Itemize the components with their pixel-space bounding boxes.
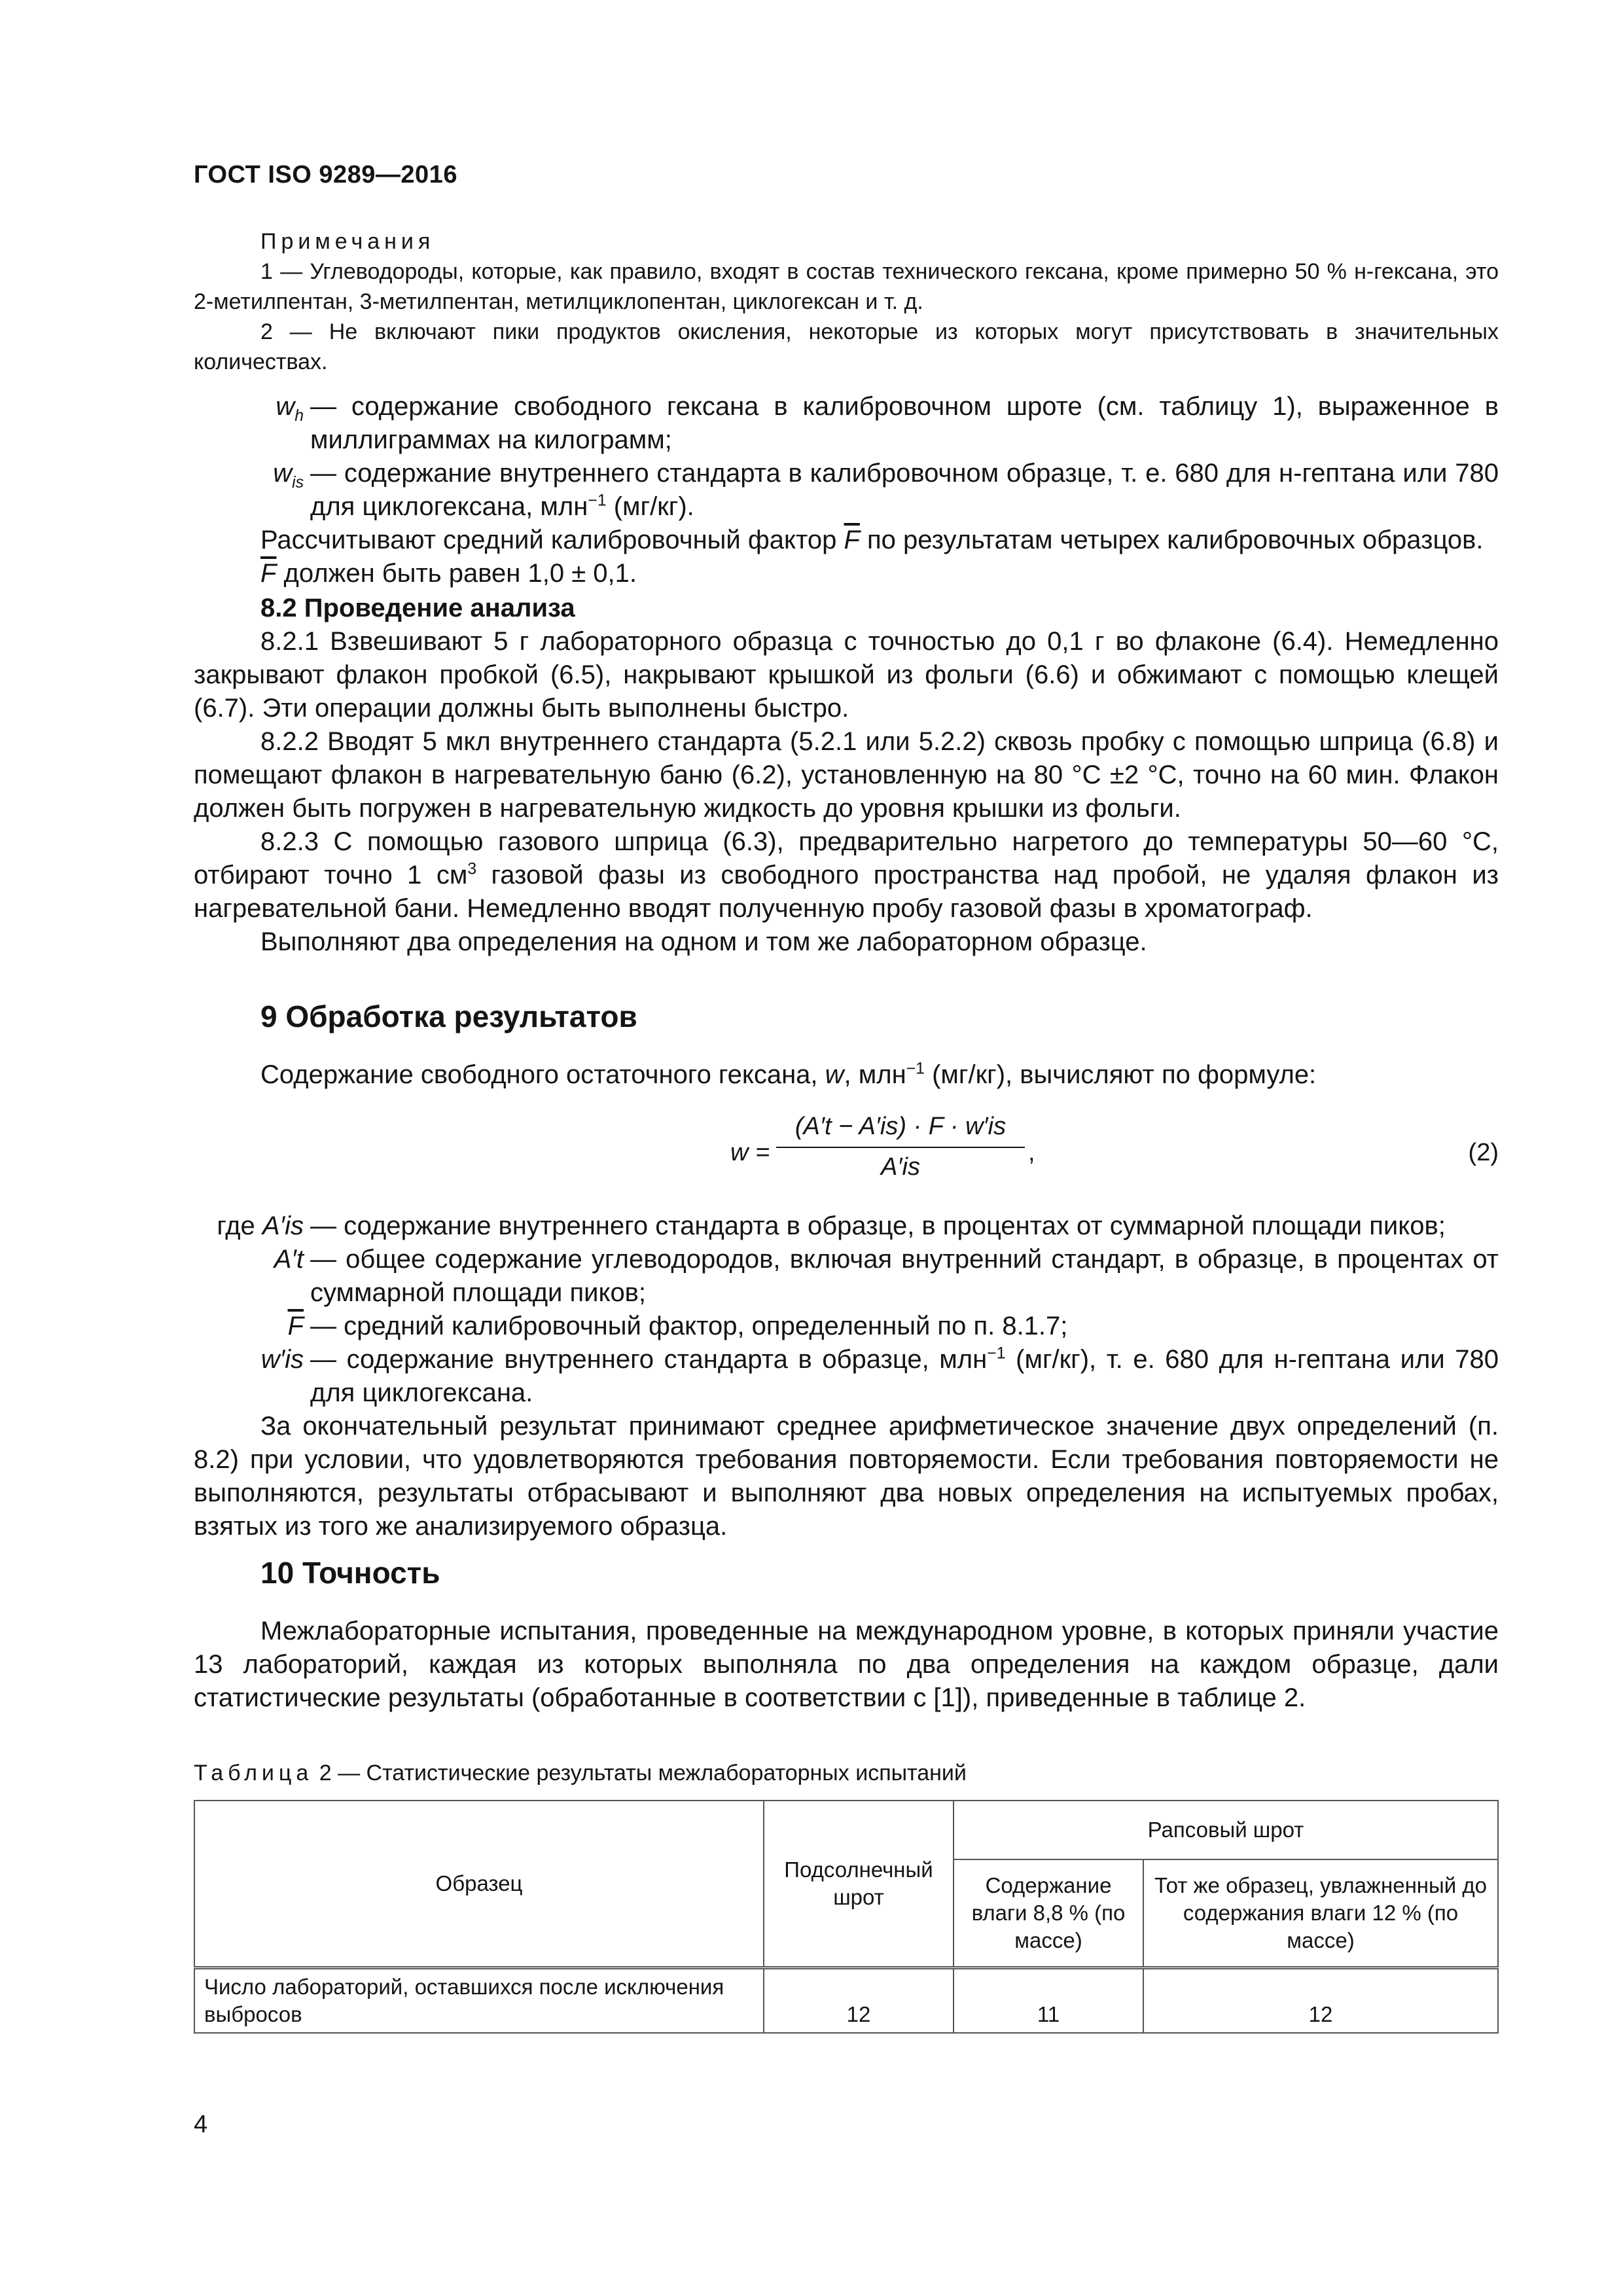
notes-title: Примечания [260,229,435,254]
header-moisture-12: Тот же образец, увлажненный до содержания влаги 12 % (по массе) [1143,1859,1498,1968]
table-2-caption: Таблица 2 — Статистические результаты межлабораторных испытаний [194,1761,967,1785]
section-9-title: 9 Обработка результатов [260,999,637,1033]
definition-text: — содержание внутреннего стандарта в образце, млн$^{-1}$ (мг/кг), т. е. 680 для н-гептана или 780 для циклогексана. [310,1344,1499,1407]
header-sunflower: Подсолнечный шрот [764,1801,954,1968]
para-8-2-2: 8.2.2 Вводят 5 мкл внутреннего стандарта (5.2.1 или 5.2.2) сквозь пробку с помощью шприца (6.8) и помещают флакон в нагревательную баню (6.2), установленную на 80 °С ±2 °С, точно на 60 мин. Флакон должен быть погружен в нагревательную жидкость до уровня крышки из фольги. [194,727,1499,823]
calc-paragraph: Рассчитывают средний калибровочный фактор $\overline{F}$ по результатам четырех калибровочных образцов. [260,526,1484,554]
formula-comma: , [1028,1139,1035,1166]
section-10-paragraph: Межлабораторные испытания, проведенные на международном уровне, в которых приняли участие 13 лабораторий, каждая из которых выполняла по два определения на каждом образце, дали статистические результаты (обработанные в соответствии с [1]), приведенные в таблице 2. [194,1617,1499,1712]
definition-F [194,1310,1499,1343]
definition-A-t [194,1243,1499,1310]
para-8-2-3: 8.2.3 С помощью газового шприца (6.3), предварительно нагретого до температуры 50—60 °С, отбирают точно 1 $см^3$ газовой фазы из свободного пространства над пробой, не удаляя флакон из нагревательной бани. Немедленно вводят полученную пробу газовой фазы в хроматограф. [194,827,1499,923]
document-header: ГОСТ ISO 9289—2016 [194,161,457,188]
definition-text: — средний калибровочный фактор, определенный по п. 8.1.7; [310,1312,1068,1340]
final-result-paragraph: За окончательный результат принимают среднее арифметическое значение двух определений (п. 8.2) при условии, что удовлетворяются требования повторяемости. Если требования повторяемости не выполняются, результаты отбрасывают и выполняют два новых определения на испытуемых пробах, взятых из того же анализируемого образца. [194,1412,1499,1541]
header-sample: Образец [194,1801,764,1968]
definitions-block-1 [194,390,1499,959]
note-1: 1 — Углеводороды, которые, как правило, входят в состав технического гексана, кроме примерно 50 % н-гексана, это 2-метилпентан, 3-метилпентан, метилциклопентан, циклогексан и т. д. [194,259,1499,314]
definition-wh [194,390,1499,457]
formula-2 [194,1113,1499,1204]
formula-numerator: (A′t − A′is) · F · w′is [794,1113,1007,1140]
section-9 [194,1000,1499,1092]
definition-text: — содержание внутреннего стандарта в образце, в процентах от суммарной площади пиков; [310,1211,1446,1240]
section-9-intro: Содержание свободного остаточного гексана, w, млн$^{-1}$ (мг/кг), вычисляют по формуле: [260,1060,1317,1089]
formula-lhs: w = [730,1139,770,1166]
definition-symbol: A′t [274,1245,304,1274]
row-label: Число лабораторий, оставшихся после исключения выбросов [194,1968,764,2034]
definition-A-is [194,1210,1499,1243]
definition-text: — содержание свободного гексана в калибровочном шроте (см. таблицу 1), выраженное в миллиграммах на килограмм; [310,392,1499,454]
fraction-bar [776,1147,1025,1148]
definition-symbol: $w_{is}$ [273,459,304,492]
table-2 [194,1800,1499,2034]
para-8-2-1: 8.2.1 Взвешивают 5 г лабораторного образца с точностью до 0,1 г во флаконе (6.4). Немедленно закрывают флакон пробкой (6.5), накрывают крышкой из фольги (6.6) и обжимают с помощью клещей (6.7). Эти операции должны быть выполнены быстро. [194,627,1499,723]
calc-condition: $\overline{F}$ должен быть равен 1,0 ± 0,1. [260,559,637,588]
definition-symbol: где A′is [217,1211,304,1240]
section-8-2-title: 8.2 Проведение анализа [260,594,575,622]
definition-symbol: $w_h$ [276,392,304,425]
definition-w-is [194,1343,1499,1410]
definition-wis [194,457,1499,524]
definitions-block-2 [194,1210,1499,1543]
section-10-title: 10 Точность [260,1556,440,1590]
table-row [194,1968,1498,2034]
definition-symbol: $\overline{F}$ [287,1312,304,1340]
definition-text: — общее содержание углеводородов, включая внутренний стандарт, в образце, в процентах от суммарной площади пиков; [310,1245,1499,1307]
definition-text: — содержание внутреннего стандарта в калибровочном образце, т. е. 680 для н-гептана или 780 для циклогексана, млн$^{-1}$ (мг/кг). [310,459,1499,521]
definition-symbol: w′is [260,1345,304,1374]
notes-block [194,226,1499,377]
section-10 [194,1556,1499,1715]
cell-value: 12 [1143,1968,1498,2034]
para-8-2-final: Выполняют два определения на одном и том же лабораторном образце. [260,927,1147,956]
page-number: 4 [194,2111,208,2138]
note-2: 2 — Не включают пики продуктов окисления, некоторые из которых могут присутствовать в значительных количествах. [194,319,1499,374]
formula-denominator: A′is [881,1153,920,1181]
formula-number: (2) [1468,1139,1499,1166]
header-moisture-8-8: Содержание влаги 8,8 % (по массе) [954,1859,1143,1968]
cell-value: 12 [764,1968,954,2034]
cell-value: 11 [954,1968,1143,2034]
header-rapeseed: Рапсовый шрот [954,1801,1498,1859]
